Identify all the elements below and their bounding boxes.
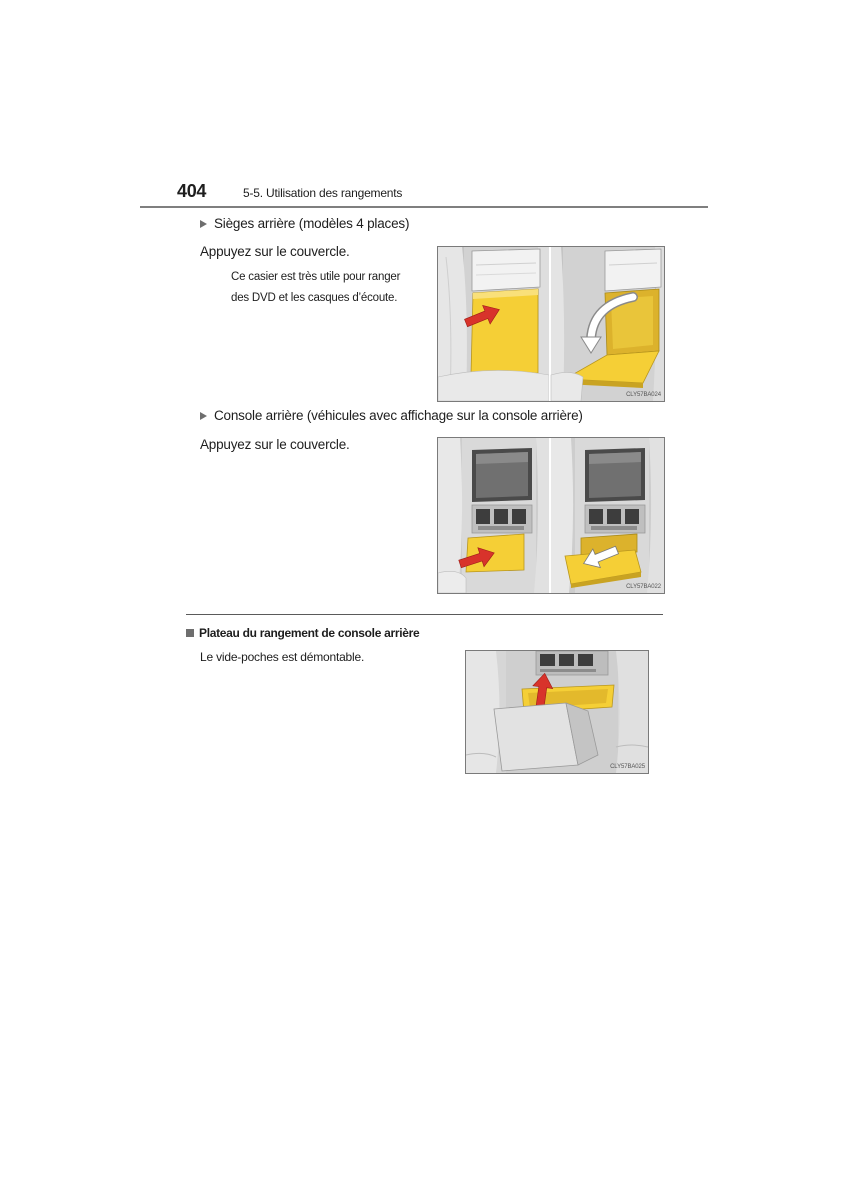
console-tray-drawing (466, 651, 648, 773)
figure-code: CLY57BA022 (626, 584, 661, 590)
rear-console-storage-drawing (438, 438, 664, 593)
subsection-text: Le vide-poches est démontable. (200, 650, 365, 664)
panel-open (551, 438, 664, 593)
section-title: Sièges arrière (modèles 4 places) (214, 216, 410, 231)
subsection-title: Plateau du rangement de console arrière (199, 626, 420, 640)
instruction-text: Appuyez sur le couvercle. (200, 244, 350, 259)
section-title: Console arrière (véhicules avec affichage sur la console arrière) (214, 408, 583, 423)
square-bullet-icon (186, 629, 194, 637)
instruction-text: Appuyez sur le couvercle. (200, 437, 350, 452)
figure-code: CLY57BA025 (610, 764, 645, 770)
panel-open (551, 247, 664, 401)
section-heading-rear-seats (200, 216, 409, 231)
section-divider (186, 614, 663, 615)
page-number: 404 (177, 181, 207, 201)
page-section-title: 5-5. Utilisation des rangements (243, 186, 403, 200)
rear-seat-storage-drawing (438, 247, 664, 401)
illustration-rear-console-storage (437, 437, 665, 594)
section-heading-rear-console (200, 408, 583, 423)
figure-code: CLY57BA024 (626, 392, 661, 398)
note-line: Ce casier est très utile pour ranger (231, 271, 401, 283)
illustration-rear-seat-storage (437, 246, 665, 402)
illustration-console-tray-removal (465, 650, 649, 774)
note-line: des DVD et les casques d’écoute. (231, 292, 398, 304)
triangle-bullet-icon (200, 220, 207, 228)
panel-closed (438, 438, 549, 593)
header-rule (140, 206, 708, 208)
triangle-bullet-icon (200, 412, 207, 420)
subsection-heading (186, 626, 419, 640)
panel-closed (438, 247, 549, 401)
